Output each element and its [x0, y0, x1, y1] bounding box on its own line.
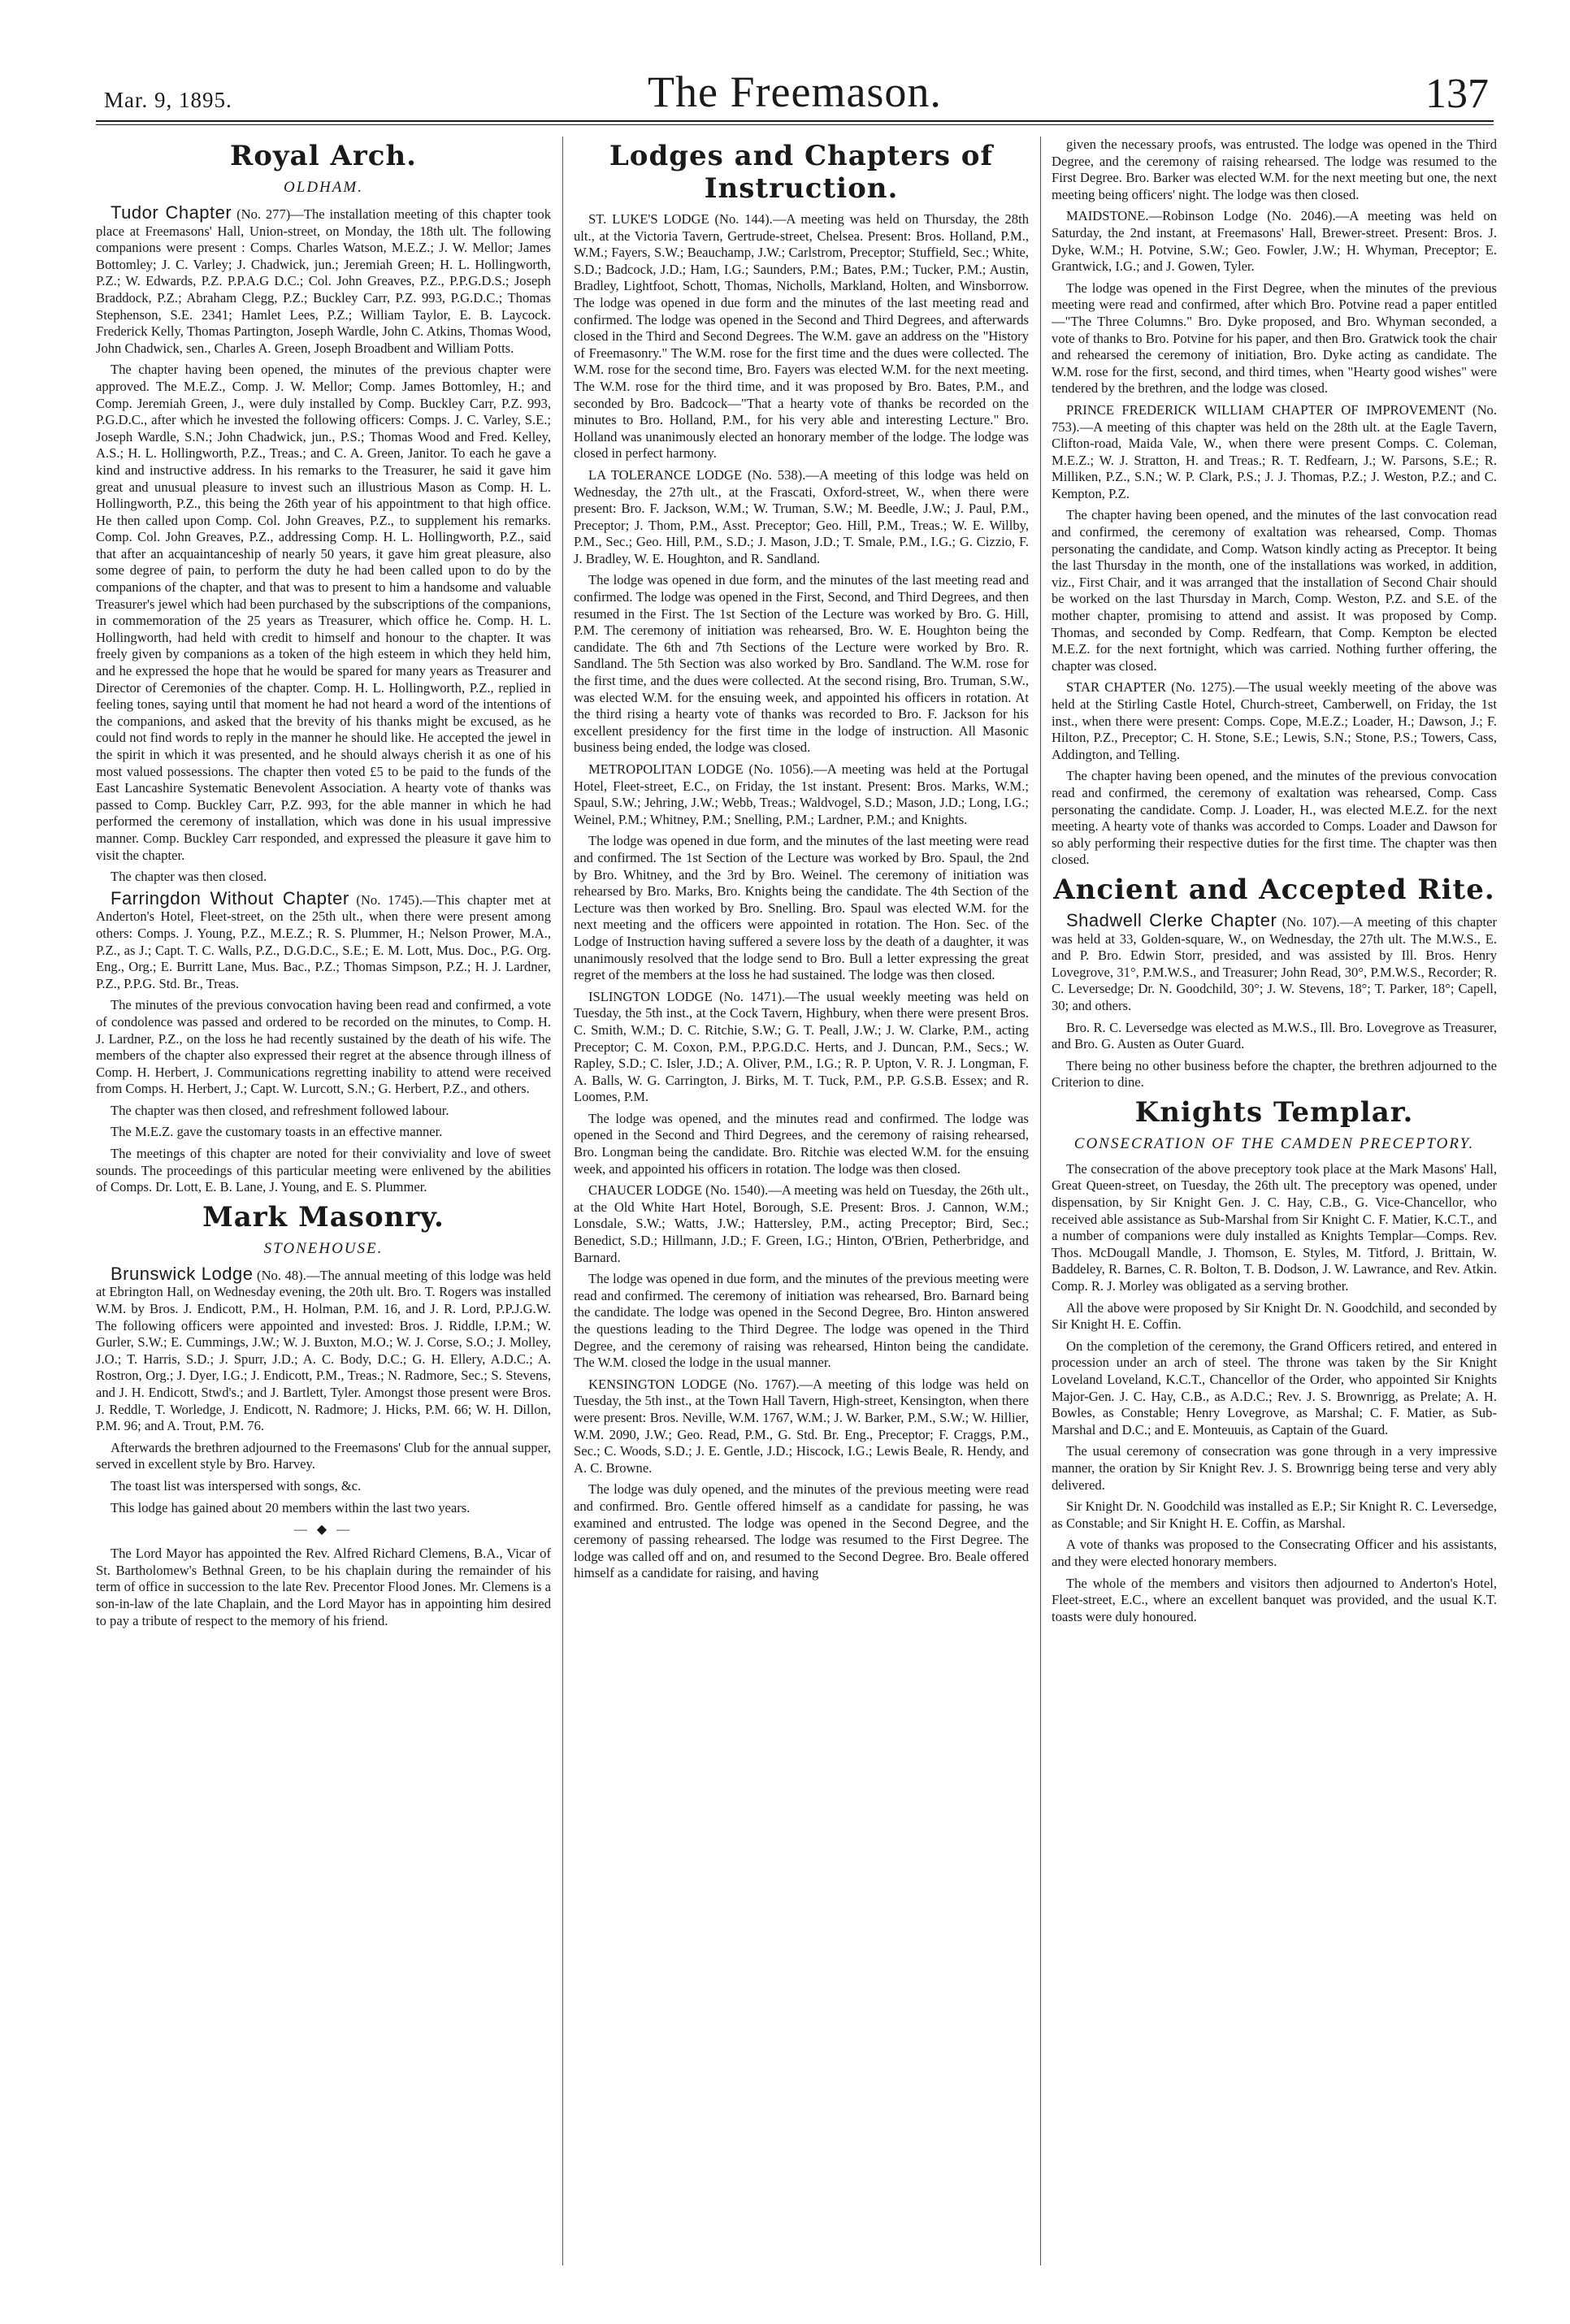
article-paragraph: MAIDSTONE.—Robinson Lodge (No. 2046).—A meeting was held on Saturday, the 2nd instant, at Freemasons' Hall, Brewer-street. Present: Bros. J. Dyke, W.M.; H. Potvine, S.W.; Geo. Fowler, J.W.; H. Whyman, Preceptor; E. Grantwick, I.G.; and J. Gowen, Tyler.	[1052, 208, 1497, 275]
article-paragraph: The toast list was interspersed with songs, &c.	[111, 1477, 362, 1494]
section-heading-royal-arch: Royal Arch.	[229, 140, 418, 172]
article-paragraph: The chapter was then closed, and refreshment followed labour.	[111, 1102, 449, 1118]
column-middle	[574, 137, 1029, 2282]
section-heading-ancient-accepted-rite: Ancient and Accepted Rite.	[1053, 873, 1495, 906]
sub-heading: CONSECRATION OF THE CAMDEN PRECEPTORY.	[1073, 1134, 1475, 1152]
issue-date: Mar. 9, 1895.	[104, 88, 232, 112]
article-paragraph: The minutes of the previous convocation having been read and confirmed, a vote of condolence was passed and ordered to be recorded on the minutes, to Comp. H. J. Lardner, P.Z., on the loss he had recently sustained by the death of his wife. The members of the chapter also expressed their regret at the absence through illness of Comp. H. Herbert, J. Communications regretting inability to attend were received from Comps. H. Herbert, J.; Capt. W. Lurcott, S.N.; G. Herbert, P.Z., and others.	[96, 997, 551, 1097]
article-paragraph: Tudor Chapter (No. 277)—The installation meeting of this chapter took place at Freemasons' Hall, Union-street, on Monday, the 18th ult. The following companions were present : Comps. Charles Watson, M.E.Z.; J. W. Mellor; James Bottomley; J. C. Varley; J. Chadwick, jun.; Jeremiah Green; H. L. Hollingworth, P.Z.; W. Edwards, P.Z. P.P.A.G D.C.; Col. John Greaves, P.Z., P.P.G.D.S.; Joseph Braddock, P.Z.; Abraham Clegg, P.Z.; Buckley Carr, P.Z. 993, P.G.D.C.; Thomas Stephenson, S.E. 2341; Hamlet Lees, P.Z.; William Taylor, E. B. Laycock. Frederick Kelly, Thomas Partington, Joseph Wardle, John C. Atkins, Thomas Wood, John Chadwick, sen., Charles A. Green, Joseph Broadbent and William Potts.	[96, 202, 551, 356]
article-paragraph: CHAUCER LODGE (No. 1540).—A meeting was held on Tuesday, the 26th ult., at the Old White Hart Hotel, Borough, S.E. Present: Bros. J. Cannon, W.M.; Lonsdale, S.W.; Watts, J.W.; Hattersley, P.M., acting Preceptor; Bird, Sec.; Benedict, S.D.; Hillmann, J.D.; F. Green, I.G.; Hinton, O'Brien, Petherbridge, and Barnard.	[574, 1182, 1029, 1265]
header-rule-thin	[96, 124, 1494, 125]
article-paragraph: Bro. R. C. Leversedge was elected as M.W.S., Ill. Bro. Lovegrove as Treasurer, and Bro. G. Austen as Outer Guard.	[1052, 1019, 1497, 1052]
article-paragraph: The chapter having been opened, and the minutes of the previous convocation read and confirmed, the ceremony of exaltation was rehearsed, Comp. Cass personating the candidate. Comp. J. Loader, H., was elected M.E.Z. for the next meeting. A hearty vote of thanks was accorded to Comps. Loader and Dawson for so ably performing their respective duties for the first time. The chapter was then closed.	[1052, 768, 1497, 868]
article-paragraph: The lodge was opened in due form, and the minutes of the last meeting read and confirmed. The lodge was opened in the First, Second, and Third Degrees, and then resumed in the First. The 1st Section of the Lecture was worked by Bro. G. Hill, P.M. The ceremony of initiation was rehearsed, Bro. W. E. Houghton being the candidate. The 6th and 7th Sections of the Lecture were worked by Bro. R. Sandland. The 5th Section was also worked by Bro. Sandland. The W.M. rose for the first time, and the dues were collected. At the second rising, Bro. Truman, S.W., was elected W.M. for the ensuing week, and appointed his officers in rotation. At the third rising a hearty vote of thanks was recorded to Bro. F. Jackson for his excellent presidency for the first time in the lodge of instruction. All Masonic business being ended, the lodge was closed.	[574, 572, 1029, 756]
article-paragraph: Afterwards the brethren adjourned to the Freemasons' Club for the annual supper, served in excellent style by Bro. Harvey.	[96, 1439, 551, 1472]
header-rule	[96, 120, 1494, 122]
column-right	[1052, 137, 1497, 2282]
article-paragraph: There being no other business before the chapter, the brethren adjourned to the Criterion to dine.	[1052, 1057, 1497, 1090]
chapter-name: Shadwell Clerke Chapter	[1066, 909, 1277, 930]
section-separator: — ◆ —	[293, 1523, 353, 1537]
article-paragraph: The lodge was opened, and the minutes read and confirmed. The lodge was opened in the Second and Third Degrees, and the ceremony of raising rehearsed, Bro. Longman being the candidate. Bro. Ritchie was elected W.M. for the ensuing week, and appointed his officers in rotation. The lodge was then closed.	[574, 1110, 1029, 1177]
article-paragraph: ST. LUKE'S LODGE (No. 144).—A meeting was held on Thursday, the 28th ult., at the Victoria Tavern, Gertrude-street, Chelsea. Present: Bros. Holland, P.M., W.M.; Fayers, S.W.; Beauchamp, J.W.; Carlstrom, Preceptor; Stuffield, Sec.; White, S.D.; Badcock, J.D.; Ham, I.G.; Saunders, P.M.; Bates, P.M.; Tucker, P.M.; Austin, Bradley, Lightfoot, Schott, Thomas, Nicholls, Markland, Holten, and Winsborrow. The lodge was opened in due form and the minutes of the last meeting read and confirmed. The lodge was opened in the Second and Third Degrees, and afterwards closed in the Third and Second Degrees. The W.M. gave an address on the "History of Freemasonry." The W.M. rose for the first time and the dues were collected. The W.M. rose for the second time, Bro. Fayers was elected W.M. for the next meeting. The W.M. rose for the third time, and it was proposed by Bro. Bates, P.M., and seconded by Bro. Badcock—"That a hearty vote of thanks be recorded on the minutes to Bro. Holland, P.M., for his very able and interesting Lecture." Bro. Holland was unanimously elected an honorary member of the lodge. The lodge was closed in perfect harmony.	[574, 211, 1029, 462]
column-divider	[1040, 137, 1041, 2265]
article-paragraph: Brunswick Lodge (No. 48).—The annual meeting of this lodge was held at Ebrington Hall, on Wednesday evening, the 20th ult. Bro. T. Rogers was installed W.M. by Bros. J. Endicott, P.M., H. Holman, P.M. 16, and J. R. Lord, P.P.J.G.W. The following officers were appointed and invested: Bros. J. Riddle, I.P.M.; W. Gurler, S.W.; E. Cummings, J.W.; W. J. Buxton, M.O.; W. J. Corse, S.O.; J. Molley, J.O.; T. Harris, S.D.; J. Spurr, J.D.; A. C. Body, D.C.; G. H. Ellery, A.D.C.; A. Rostron, Org.; J. Dyer, I.G.; J. Endicott, P.M., Treas.; N. Radmore, Sec.; S. Stevens, and J. H. Endicott, Stwd's.; and J. Bartlett, Tyler. Amongst those present were Bros. J. Reddle, T. Worledge, J. Endicott, N. Radmore; J. Hicks, P.M. 66; W. H. Dillon, P.M. 96; and A. Trout, P.M. 76.	[96, 1263, 551, 1434]
article-paragraph: The whole of the members and visitors then adjourned to Anderton's Hotel, Fleet-street, E.C., where an excellent banquet was provided, and the usual K.T. toasts were duly honoured.	[1052, 1575, 1497, 1624]
article-paragraph: The meetings of this chapter are noted for their conviviality and love of sweet sounds. The proceedings of this particular meeting were enlivened by the abilities of Comps. Dr. Lott, E. B. Lane, J. Young, and E. S. Plummer.	[96, 1146, 551, 1195]
chapter-name: Farringdon Without Chapter	[111, 887, 349, 908]
article-paragraph: The usual ceremony of consecration was gone through in a very impressive manner, the oration by Sir Knight Rev. J. S. Brownrigg being terse and very ably delivered.	[1052, 1443, 1497, 1493]
section-heading-knights-templar: Knights Templar.	[1134, 1095, 1414, 1129]
place-heading: STONEHOUSE.	[263, 1239, 384, 1257]
article-paragraph: LA TOLERANCE LODGE (No. 538).—A meeting of this lodge was held on Wednesday, the 27th ult., at the Frascati, Oxford-street, W., when there were present: Bro. F. Jackson, W.M.; W. Truman, S.W.; M. Beedle, J.W.; J. Paul, P.M., Preceptor; J. Thom, P.M., Asst. Preceptor; Geo. Hill, P.M., Treas.; W. E. Willby, P.M., Sec.; Geo. Hill, P.M., S.D.; J. Mason, J.D.; T. Smale, P.M., I.G.; G. Cizzio, F. J. Bradley, W. E. Houghton, and R. Sandland.	[574, 466, 1029, 566]
place-heading: OLDHAM.	[284, 179, 363, 196]
article-paragraph: METROPOLITAN LODGE (No. 1056).—A meeting was held at the Portugal Hotel, Fleet-street, E.C., on Friday, the 1st instant. Present: Bros. Marks, W.M.; Spaul, S.W.; Jehring, J.W.; Webb, Treas.; Waldvogel, S.D.; Mason, J.D.; Long, I.G.; Weinel, P.M.; Whitney, P.M.; Snelling, P.M.; Lardner, P.M.; and Knights.	[574, 761, 1029, 827]
lodge-name: Brunswick Lodge	[111, 1263, 254, 1284]
article-paragraph: KENSINGTON LODGE (No. 1767).—A meeting of this lodge was held on Tuesday, the 5th inst., at the Town Hall Tavern, High-street, Kensington, when there were present: Bros. Neville, W.M. 1767, W.M.; J. W. Barker, P.M., S.W.; W. Hillier, W.M. 2090, J.W.; Geo. Read, P.M., G. Std. Br. Eng., Preceptor; F. Craggs, P.M., Sec.; C. Woods, S.D.; J. E. Gentle, J.D.; Hiscock, I.G.; Lewis Beale, R. Hendy, and A. C. Browne.	[574, 1376, 1029, 1476]
article-paragraph: Shadwell Clerke Chapter (No. 107).—A meeting of this chapter was held at 33, Golden-square, W., on Wednesday, the 27th ult. The M.W.S., E. and P. Bro. Edwin Storr, presided, and was assisted by Ill. Bros. Henry Lovegrove, 31°, P.M.W.S., and Treasurer; John Read, 30°, P.M.W.S., Recorder; R. C. Leversedge; Dr. N. Goodchild, 30°; J. W. Stevens, 18°; T. Parker, 18°; Capell, 30; and others.	[1052, 909, 1497, 1013]
article-paragraph: This lodge has gained about 20 members within the last two years.	[111, 1499, 471, 1515]
chapter-name: Tudor Chapter	[111, 202, 232, 223]
column-left	[96, 137, 551, 2282]
page-number: 137	[1425, 71, 1489, 117]
article-paragraph: The consecration of the above preceptory took place at the Mark Masons' Hall, Great Queen-street, on Tuesday, the 26th ult. The preceptory was opened, under dispensation, by Sir Knight Gen. J. C. Hay, C.B., G. Vice-Chancellor, who received able assistance as Sub-Marshal from Sir Knight C. F. Matier, K.C.T., and a number of companions were duly installed as Knights Templar—Comps. Rev. Thos. McDougall Mandle, J. Thomson, E. Styles, M. Titford, J. Brittain, W. Baddeley, R. Barnes, C. R. Bolton, T. B. Dodson, J. W. Lawrance, and Rev. Atkin. Comp. R. J. Morley was obligated as a serving brother.	[1052, 1160, 1497, 1294]
article-paragraph: Farringdon Without Chapter (No. 1745).—This chapter met at Anderton's Hotel, Fleet-street, on the 25th ult., when there were present among others: Comps. J. Young, P.Z., M.E.Z.; R. S. Plummer, H.; Nelson Prower, M.A., P.Z., as J.; Capt. T. C. Walls, P.Z., D.G.D.C., S.E.; E. M. Lott, Mus. Doc., P.G. Org. Eng., Org.; E. Burritt Lane, Mus. Bac., P.Z.; Thomas Simpson, P.Z.; H. J. Lardner, P.Z., P.P.G. Std. Br., Treas.	[96, 887, 551, 991]
article-paragraph: All the above were proposed by Sir Knight Dr. N. Goodchild, and seconded by Sir Knight H. E. Coffin.	[1052, 1299, 1497, 1333]
article-paragraph: The Lord Mayor has appointed the Rev. Alfred Richard Clemens, B.A., Vicar of St. Bartholomew's Bethnal Green, to be his chaplain during the remainder of his term of office in succession to the late Rev. Precentor Flood Jones. Mr. Clemens is a son-in-law of the late Chaplain, and the Lord Mayor has in appointing him desired to pay a tribute of respect to the memory of his friend.	[96, 1546, 551, 1628]
article-paragraph: The lodge was duly opened, and the minutes of the previous meeting were read and confirmed. Bro. Gentle offered himself as a candidate for passing, he was examined and entrusted. The lodge was opened in the Second Degree, and the ceremony of passing rehearsed. The lodge was resumed to the First Degree. The lodge was called off and on, and resumed to the Second Degree. Bro. Beale offered himself as a candidate for raising, and having	[574, 1481, 1029, 1581]
section-heading-lodges-of-instruction: Lodges and Chapters of Instruction.	[609, 140, 994, 205]
article-paragraph: The chapter having been opened, the minutes of the previous chapter were approved. The M.E.Z., Comp. J. W. Mellor; Comp. James Bottomley, H.; and Comp. Jeremiah Green, J., were duly installed by Comp. Buckley Carr, P.Z. 993, P.G.D.C., after which he invested the following officers: Comps. J. C. Varley, S.E.; Joseph Wardle, S.N.; John Chadwick, jun., P.S.; Thomas Wood and Fred. Kelley, A.S.; H. L. Hollingworth, P.Z., Treas.; and C. A. Green, Janitor. To each he gave a kind and instructive address. In his remarks to the Treasurer, he said it gave him great and unusual pleasure to invest such an illustrious Mason as Comp. H. L. Hollingworth, P.Z., this being the 26th year of his appointment to that high office. He then called upon Comp. Col. John Greaves, P.Z., to supplement his remarks. Comp. Col. John Greaves, P.Z., addressing Comp. H. L. Hollingworth, P.Z., said that after an acquaintanceship of nearly 50 years, it gave him great pleasure, also some degree of pain, to perform the duty he had been called upon to do by the companions of the chapter, and that was to present to him a handsome and valuable Treasurer's jewel which had been purchased by the subscriptions of the companions, in commemoration of the 25 years as Treasurer, which office he. Comp. H. L. Hollingworth, had held with credit to himself and honour to the chapter. It was freely given by companions as a token of the high esteem in which they held him, and he expressed the hope that he would be spared for many years as Treasurer and Director of Ceremonies of the chapter. Comp. H. L. Hollingworth, P.Z., replied in feeling tones, saying until that moment he had not heard a word of the intentions of the companions, and asked that the brevity of his thanks might be excused, as he could not find words to reply in the manner he should like. He accepted the jewel in the spirit in which it was presented, and he should always cherish it as one of his most valued possessions. The chapter then voted £5 to be paid to the funds of the East Lancashire Systematic Benevolent Association. A hearty vote of thanks was passed to Comp. Buckley Carr, P.Z. 993, for the able manner in which he had performed the ceremony of installation, which was done in his usual impressive manner. Comp. Buckley Carr responded, and expressed the pleasure it gave him to visit the chapter.	[96, 362, 551, 863]
article-paragraph: The chapter was then closed.	[111, 869, 267, 885]
article-paragraph: The chapter having been opened, and the minutes of the last convocation read and confirmed, the ceremony of exaltation was rehearsed, Comp. Thomas personating the candidate, and Comp. Watson kindly acting as Preceptor. It being the last Thursday in the month, one of the installations was worked, in addition, viz., First Chair, and it was arranged that the installation of Second Chair should be worked on the last Thursday in March, Comp. Weston, P.Z. and S.E. of the mother chapter, promising to attend and assist. It was proposed by Comp. Thomas, and seconded by Comp. Redfearn, that Comp. Kempton be elected M.E.Z. for the next fortnight, which was carried. Nothing further offering, the chapter was closed.	[1052, 507, 1497, 674]
article-paragraph: The lodge was opened in the First Degree, when the minutes of the previous meeting were read and confirmed, after which Bro. Potvine read a paper entitled—"The Three Columns." Bro. Dyke proposed, and Bro. Whyman seconded, a vote of thanks to Bro. Potvine for his paper, and then Bro. Gratwick took the chair and rehearsed the ceremony of initiation, Bro. Dyke acting as candidate. The W.M. rose for the first, second, and third times, when "Hearty good wishes" were tendered by the brethren, and the lodge was closed.	[1052, 280, 1497, 397]
article-paragraph: given the necessary proofs, was entrusted. The lodge was opened in the Third Degree, and the ceremony of raising rehearsed. The lodge was resumed to the First Degree. Bro. Barker was elected W.M. for the next meeting but one, the next meeting being officers' night. The lodge was then closed.	[1052, 137, 1497, 202]
section-heading-mark-masonry: Mark Masonry.	[202, 1200, 445, 1234]
article-paragraph: The M.E.Z. gave the customary toasts in an effective manner.	[111, 1124, 443, 1140]
article-paragraph: The lodge was opened in due form, and the minutes of the previous meeting were read and confirmed. The ceremony of initiation was rehearsed, Bro. Barnard being the candidate. The lodge was opened in the Second Degree, Bro. Hinton answered the questions leading to the Third Degree. The lodge was opened in the Third Degree, and the ceremony of raising was rehearsed, Hinton being the candidate. The W.M. closed the lodge in the usual manner.	[574, 1271, 1029, 1371]
article-paragraph: Sir Knight Dr. N. Goodchild was installed as E.P.; Sir Knight R. C. Leversedge, as Constable; and Sir Knight H. E. Coffin, as Marshal.	[1052, 1498, 1497, 1531]
article-paragraph: The lodge was opened in due form, and the minutes of the last meeting were read and confirmed. The 1st Section of the Lecture was worked by Bro. Spaul, the 2nd by Bro. Whitney, and the 3rd by Bro. Weinel. The ceremony of initiation was rehearsed by Bro. Marks, Bro. Knights being the candidate. The 4th Section of the Lecture was then worked by Bro. Snelling. Bro. Spaul was elected W.M. for the next meeting and the officers were appointed in rotation. The Hon. Sec. of the Lodge of Instruction having suffered a severe loss by the death of a daughter, it was unanimously resolved that the lodge send to Bro. Bull a letter expressing the great regret of the members at the loss he had sustained. The lodge was then closed.	[574, 833, 1029, 983]
column-divider	[562, 137, 563, 2265]
article-paragraph: STAR CHAPTER (No. 1275).—The usual weekly meeting of the above was held at the Stirling Castle Hotel, Church-street, Camberwell, on Friday, the 1st inst., when there were present: Comps. Cope, M.E.Z.; Loader, H.; Dawson, J.; F. Hilton, P.Z., Preceptor; C. H. Stone, S.E.; Lewis, S.N.; Stone, P.S.; Towers, Cass, Addington, and Telling.	[1052, 679, 1497, 762]
article-paragraph: A vote of thanks was proposed to the Consecrating Officer and his assistants, and they were elected honorary members.	[1052, 1537, 1497, 1569]
article-paragraph: PRINCE FREDERICK WILLIAM CHAPTER OF IMPROVEMENT (No. 753).—A meeting of this chapter was held on the 28th ult. at the Eagle Tavern, Clifton-road, Maida Vale, W., when there were present Comps. C. Coleman, M.E.Z.; W. J. Stratton, H. and Treas.; R. T. Redfearn, J.; W. Parsons, S.E.; R. Milliken, P.Z., S.N.; W. P. Clark, P.S.; J. J. Thomas, P.Z.; J. Weston, P.Z.; and C. Kempton, P.Z.	[1052, 401, 1497, 501]
masthead-title: The Freemason.	[648, 67, 942, 116]
page-header	[96, 63, 1494, 122]
article-paragraph: On the completion of the ceremony, the Grand Officers retired, and entered in procession under an arch of steel. The throne was taken by the Sir Knight Loveland Loveland, K.C.T., Chancellor of the Order, who appointed Sir Knights Major-Gen. J. C. Hay, C.B., as A.D.C.; Rev. J. S. Brownrigg, as Prelate; A. H. Bowles, as Constable; Henry Lovegrove, as Marshal; C. F. Matier, as Sub-Marshal and D.C.; and E. Monteuuis, as Captain of the Guard.	[1052, 1338, 1497, 1437]
article-paragraph: ISLINGTON LODGE (No. 1471).—The usual weekly meeting was held on Tuesday, the 5th inst., at the Cock Tavern, Highbury, when there were present Bros. C. Smith, W.M.; D. C. Ritchie, S.W.; G. T. Peall, J.W.; J. W. Clarke, P.M., acting Preceptor; C. M. Coxon, P.M., P.P.G.D.C. Herts, and J. Duncan, P.M., Secs.; W. Rapley, S.D.; C. Isler, J.D.; A. Oliver, P.M., I.G.; R. P. Upton, V. R. J. Longman, F. A. Balls, W. G. Carrington, J. Birks, M. T. Tuck, P.M., P.P. G.S.B. Essex; and R. Loomes, P.M.	[574, 988, 1029, 1105]
